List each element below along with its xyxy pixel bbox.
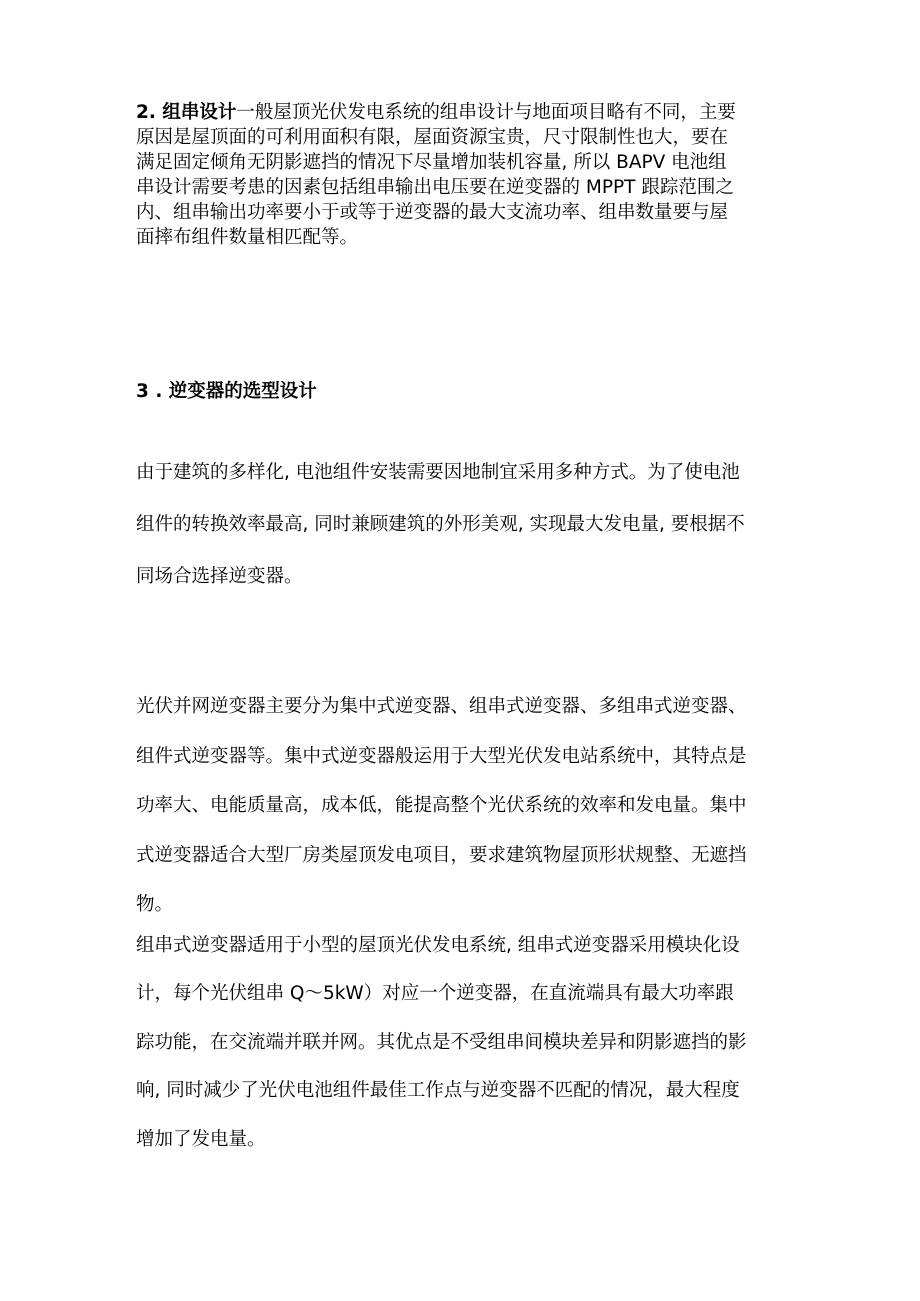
paragraph-line: 同场合选择逆变器。: [136, 566, 303, 587]
paragraph-line: 满足固定倾角无阴影遮挡的情况下尽量增加装机容量, 所以 BAPV 电池组: [136, 152, 727, 173]
paragraph-line: 物。: [136, 894, 174, 916]
paragraph-line: 组件的转换效率最高, 同时兼顾建筑的外形美观, 实现最大发电量, 要根据不: [136, 514, 745, 535]
paragraph-line: 光伏并网逆变器主要分为集中式逆变器、组串式逆变器、多组串式逆变器、: [136, 696, 747, 717]
paragraph-line: 响, 同时减少了光伏电池组件最佳工作点与逆变器不匹配的情况，最大程度: [136, 1080, 740, 1102]
section-3-paragraph-3: [136, 922, 806, 1164]
section-3-paragraph-1: [136, 447, 806, 603]
paragraph-line: 增加了发电量。: [136, 1128, 266, 1150]
paragraph-line: 组串式逆变器适用于小型的屋顶光伏发电系统, 组串式逆变器采用模块化设: [136, 935, 740, 956]
paragraph-line: 串设计需要考患的因素包括组串输出电压要在逆变器的 MPPT 跟踪范围之: [136, 177, 734, 198]
section-3-heading: 3 . 逆变器的选型设计: [136, 381, 317, 402]
paragraph-line: 面摔布组件数量相匹配等。: [136, 227, 359, 248]
paragraph-line: 式逆变器适合大型厂房类屋顶发电项目，要求建筑物屋顶形状规整、无遮挡: [136, 844, 747, 866]
paragraph-line: 计，每个光伏组串 Q～5kW）对应一个逆变器，在直流端具有最大功率跟: [136, 983, 734, 1005]
paragraph-line: 2. 组串设计一般屋顶光伏发电系统的组串设计与地面项目略有不同，主要: [136, 102, 736, 123]
paragraph-line: 由于建筑的多样化, 电池组件安装需要因地制宜采用多种方式。为了使电池: [136, 462, 740, 483]
paragraph-line: 踪功能，在交流端并联并网。其优点是不受组串间模块差异和阴影遮挡的影: [136, 1031, 747, 1053]
paragraph-line: 内、组串输出功率要小于或等于逆变器的最大支流功率、组串数量要与屋: [136, 202, 729, 223]
section-2-lead: 2. 组串设计: [136, 102, 237, 123]
paragraph-line: 组件式逆变器等。集中式逆变器般运用于大型光伏发电站系统中，其特点是: [136, 745, 747, 767]
paragraph-line: 原因是屋顶面的可利用面积有限，屋面资源宝贵，尺寸限制性也大，要在: [136, 127, 729, 148]
section-3-paragraph-2: [136, 682, 806, 930]
section-2-paragraph: [136, 100, 806, 250]
paragraph-line: 功率大、电能质量高，成本低，能提高整个光伏系统的效率和发电量。集中: [136, 795, 747, 817]
